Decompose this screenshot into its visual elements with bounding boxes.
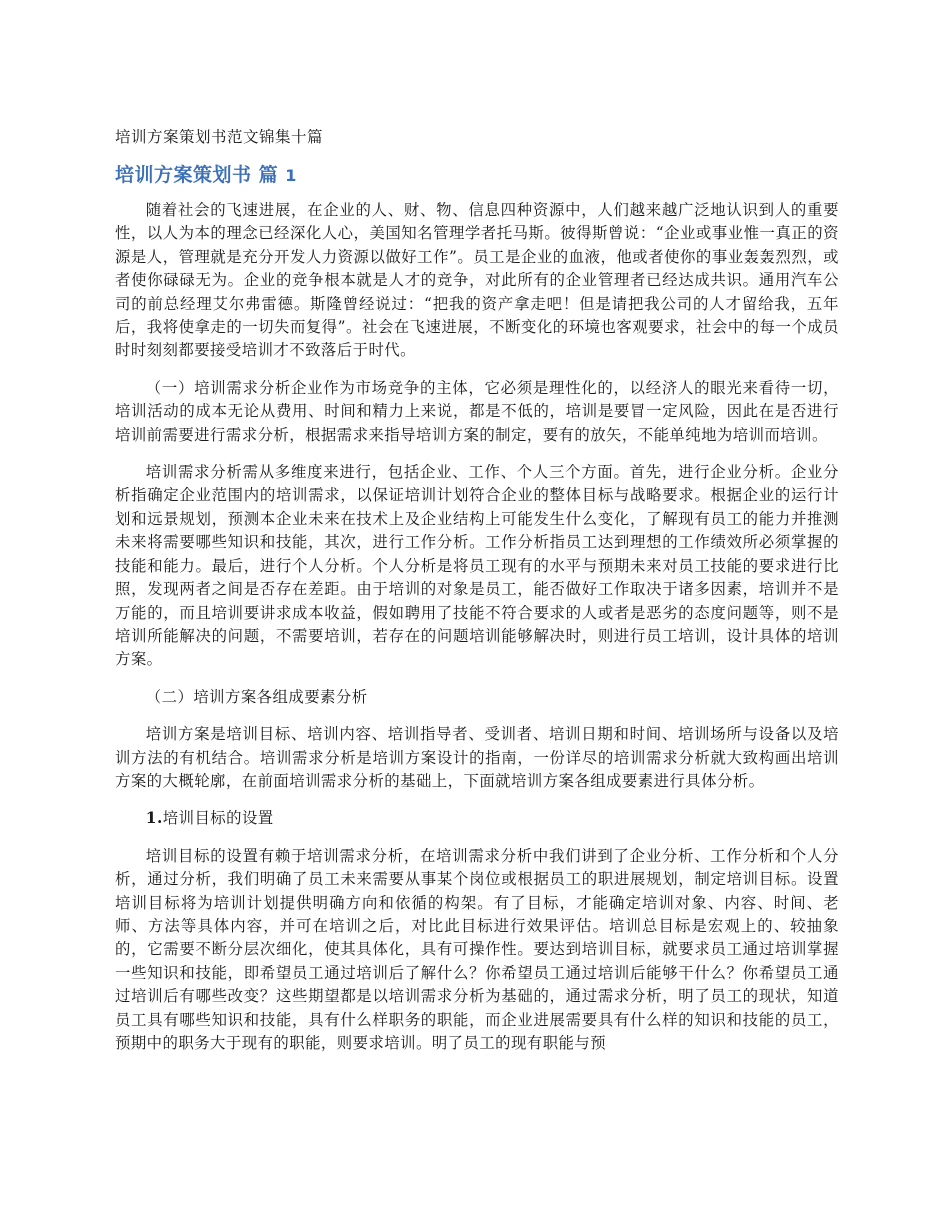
subheading-objectives-number: 1. [145, 809, 163, 828]
paragraph-needs-dimensions: 培训需求分析需从多维度来进行，包括企业、工作、个人三个方面。首先，进行企业分析。企业分析指确定企业范围内的培训需求，以保证培训计划符合企业的整体目标与战略要求。根据企业的运行计划和远景规划，预测本企业未来在技术上及企业结构上可能发生什么变化，了解现有员工的能力并推测未来将需要哪些知识和技能，其次，进行工作分析。工作分析指员工达到理想的工作绩效所必须掌握的技能和能力。最后，进行个人分析。个人分析是将员工现有的水平与预期未来对员工技能的要求进行比照，发现两者之间是否存在差距。由于培训的对象是员工，能否做好工作取决于诸多因素，培训并不是万能的，而且培训要讲求成本收益，假如聘用了技能不符合要求的人或者是恶劣的态度问题等，则不是培训所能解决的问题，不需要培训，若存在的问题培训能够解决时，则进行员工培训，设计具体的培训方案。 [115, 463, 839, 669]
paragraph-objectives: 培训目标的设置有赖于培训需求分析，在培训需求分析中我们讲到了企业分析、工作分析和个人分析，通过分析，我们明确了员工未来需要从事某个岗位或根据员工的职进展规划，制定培训目标。设置培训目标将为培训计划提供明确方向和依循的构架。有了目标，才能确定培训对象、内容、时间、老师、方法等具体内容，并可在培训之后，对比此目标进行效果评估。培训总目标是宏观上的、较抽象的，它需要不断分层次细化，使其具体化，具有可操作性。要达到培训目标，就要求员工通过培训掌握一些知识和技能，即希望员工通过培训后了解什么？你希望员工通过培训后能够干什么？你希望员工通过培训后有哪些改变？这些期望都是以培训需求分析为基础的，通过需求分析，明了员工的现状，知道员工具有哪些知识和技能，具有什么样职务的职能，而企业进展需要具有什么样的知识和技能的员工，预期中的职务大于现有的职能，则要求培训。明了员工的现有职能与预 [115, 846, 839, 1052]
paragraph-intro: 随着社会的飞速进展，在企业的人、财、物、信息四种资源中，人们越来越广泛地认识到人的重要性，以人为本的理念已经深化人心，美国知名管理学者托马斯。彼得斯曾说：“企业或事业惟一真正的资源是人，管理就是充分开发人力资源以做好工作”。员工是企业的血液，他或者使你的事业轰轰烈烈，或者使你碌碌无为。企业的竞争根本就是人才的竞争，对此所有的企业管理者已经达成共识。通用汽车公司的前总经理艾尔弗雷德。斯隆曾经说过：“把我的资产拿走吧！但是请把我公司的人才留给我，五年后，我将使拿走的一切失而复得”。社会在飞速进展，不断变化的环境也客观要求，社会中的每一个成员时时刻刻都要接受培训才不致落后于时代。 [115, 201, 839, 360]
section-heading [115, 162, 839, 189]
section-heading-number: 1 [285, 166, 297, 185]
subheading-objectives [115, 807, 839, 830]
paragraph-needs-analysis: （一）培训需求分析企业作为市场竞争的主体，它必须是理性化的，以经济人的眼光来看待一切，培训活动的成本无论从费用、时间和精力上来说，都是不低的，培训是要冒一定风险，因此在是否进行培训前需要进行需求分析，根据需求来指导培训方案的制定，要有的放矢，不能单纯地为培训而培训。 [115, 378, 839, 444]
document-page [115, 126, 839, 1069]
section-heading-text: 培训方案策划书 篇 [115, 164, 279, 186]
subheading-objectives-text: 培训目标的设置 [162, 809, 274, 828]
document-title: 培训方案策划书范文锦集十篇 [115, 128, 324, 146]
paragraph-components: 培训方案是培训目标、培训内容、培训指导者、受训者、培训日期和时间、培训场所与设备以及培训方法的有机结合。培训需求分析是培训方案设计的指南，一份详尽的培训需求分析就大致构画出培训方案的大概轮廓，在前面培训需求分析的基础上，下面就培训方案各组成要素进行具体分析。 [115, 725, 839, 790]
subheading-components: （二）培训方案各组成要素分析 [145, 687, 368, 706]
